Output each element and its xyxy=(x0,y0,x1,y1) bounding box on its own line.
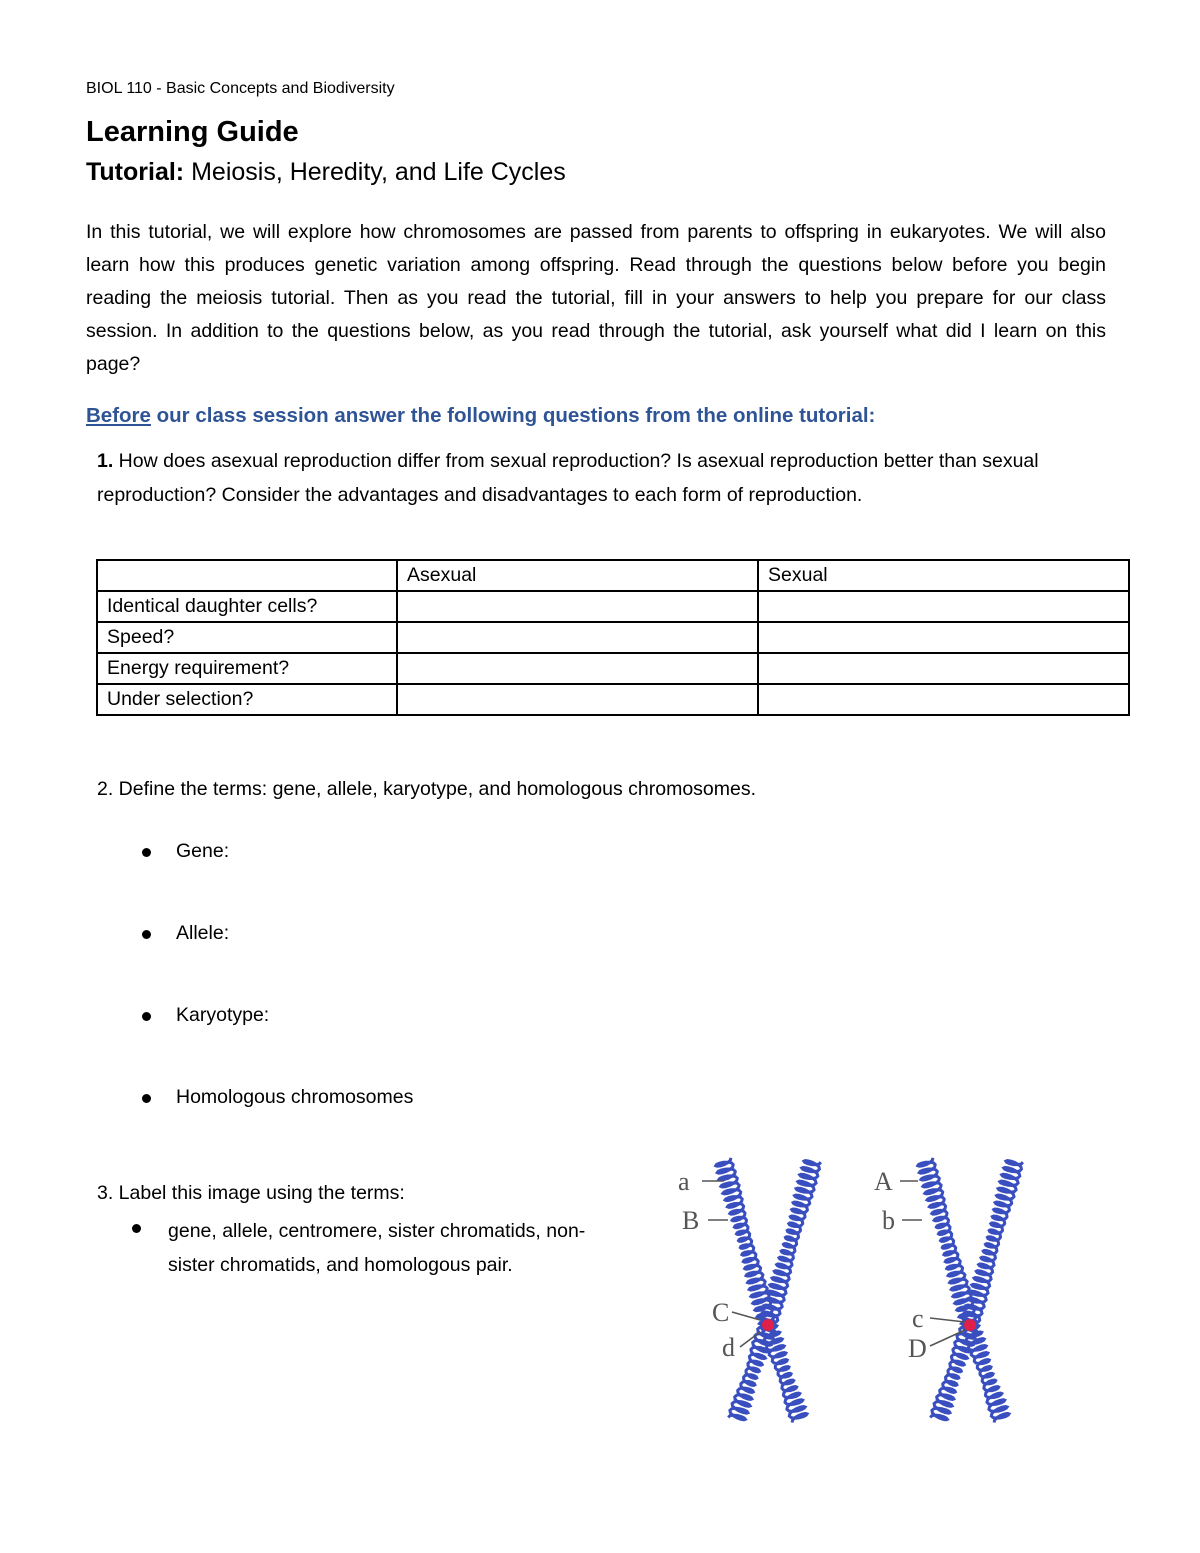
answer-cell[interactable] xyxy=(397,653,758,684)
answer-cell[interactable] xyxy=(397,591,758,622)
question-2: 2. Define the terms: gene, allele, karyotype, and homologous chromosomes. xyxy=(97,778,757,800)
figure-label: B xyxy=(682,1206,700,1235)
table-row-label: Under selection? xyxy=(97,684,397,715)
answer-cell[interactable] xyxy=(397,622,758,653)
chromatid-arm xyxy=(963,1325,1009,1422)
chromosome-figure xyxy=(660,1140,1060,1440)
centromere xyxy=(762,1319,774,1331)
bullet-icon xyxy=(142,1012,151,1021)
table-row xyxy=(97,653,1129,684)
answer-cell[interactable] xyxy=(758,684,1129,715)
subtitle-prefix: Tutorial: xyxy=(86,158,185,186)
term-label: Homologous chromosomes xyxy=(176,1086,414,1108)
question-1-text: How does asexual reproduction differ from sexual reproduction? Is asexual reproduction better than sexual reproduction? Consider the advantages and disadvantages to each form of reproduction. xyxy=(97,450,1039,506)
figure-label-lines xyxy=(702,1181,965,1347)
table-header-cell: Asexual xyxy=(397,560,758,591)
term-list xyxy=(140,840,413,1168)
course-header: BIOL 110 - Basic Concepts and Biodiversity xyxy=(86,80,395,97)
answer-cell[interactable] xyxy=(758,622,1129,653)
bullet-icon xyxy=(142,1094,151,1103)
answer-cell[interactable] xyxy=(758,653,1129,684)
table-row xyxy=(97,684,1129,715)
figure-label: c xyxy=(912,1304,924,1333)
term-label: Gene: xyxy=(176,840,230,862)
figure-label: D xyxy=(908,1334,927,1363)
table-row-label: Energy requirement? xyxy=(97,653,397,684)
centromere xyxy=(964,1319,976,1331)
term-label: Karyotype: xyxy=(176,1004,270,1026)
figure-label: a xyxy=(678,1167,690,1196)
section-heading-underlined: Before xyxy=(86,404,151,427)
figure-label: A xyxy=(874,1167,893,1196)
intro-paragraph: In this tutorial, we will explore how chromosomes are passed from parents to offspring in eukaryotes. We will also learn how this produces genetic variation among offspring. Read through the questions below before you begin reading the meiosis tutorial. Then as you read the tutorial, fill in your answers to help you prepare for our class session. In addition to the questions below, as you read through the tutorial, ask yourself what did I learn on this page? xyxy=(86,221,1106,375)
bullet-icon xyxy=(132,1224,141,1233)
list-item xyxy=(140,1086,413,1168)
page-title: Learning Guide xyxy=(86,116,299,148)
figure-label: d xyxy=(722,1333,735,1362)
table-row-label: Speed? xyxy=(97,622,397,653)
answer-cell[interactable] xyxy=(758,591,1129,622)
figure-label: b xyxy=(882,1206,895,1235)
chromatid-arm xyxy=(963,1161,1023,1327)
bullet-icon xyxy=(142,848,151,857)
table-header-cell xyxy=(97,560,397,591)
chromatid-arm xyxy=(761,1325,807,1422)
chromosome-drawing xyxy=(716,1158,1023,1423)
table-header-row xyxy=(97,560,1129,591)
question-3-terms: gene, allele, centromere, sister chromatids, non-sister chromatids, and homologous pair. xyxy=(168,1220,586,1276)
question-3-bullet xyxy=(132,1214,628,1282)
table-header-cell: Sexual xyxy=(758,560,1129,591)
section-heading-rest: our class session answer the following questions from the online tutorial: xyxy=(150,404,876,427)
question-1 xyxy=(97,444,1107,512)
section-heading xyxy=(86,404,875,428)
subtitle-text: Meiosis, Heredity, and Life Cycles xyxy=(184,158,566,186)
answer-cell[interactable] xyxy=(397,684,758,715)
bullet-icon xyxy=(142,930,151,939)
list-item xyxy=(140,1004,413,1086)
list-item xyxy=(140,840,413,922)
table-row-label: Identical daughter cells? xyxy=(97,591,397,622)
table-row xyxy=(97,622,1129,653)
question-3: 3. Label this image using the terms: xyxy=(97,1182,405,1204)
chromatid-arm xyxy=(761,1161,821,1327)
figure-label: C xyxy=(712,1298,730,1327)
reproduction-table xyxy=(96,559,1130,716)
list-item xyxy=(140,922,413,1004)
question-1-number: 1. xyxy=(97,450,114,472)
table-row xyxy=(97,591,1129,622)
page-subtitle xyxy=(86,158,566,187)
term-label: Allele: xyxy=(176,922,230,944)
